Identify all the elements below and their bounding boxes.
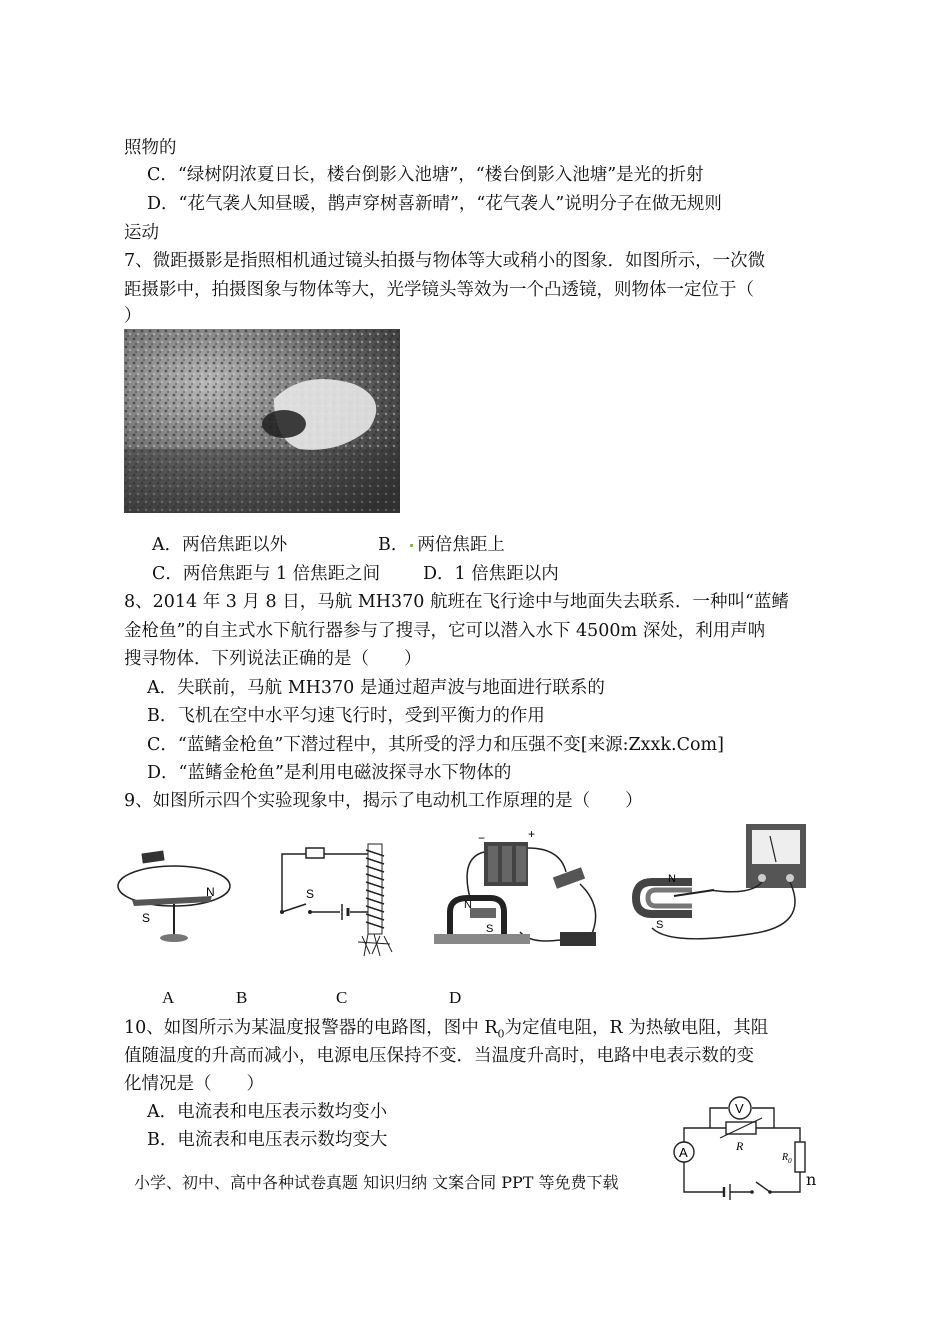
voltmeter-label: V <box>735 1101 744 1116</box>
option-7d: D．1 倍焦距以内 <box>423 564 559 584</box>
question-9: 9、如图所示四个实验现象中，揭示了电动机工作原理的是（ ） <box>124 791 643 811</box>
question-7-line-1: 7、微距摄影是指照相机通过镜头拍摄与物体等大或稍小的图象．如图所示，一次微 <box>124 251 766 271</box>
figure-label-b: B <box>236 988 248 1007</box>
footer-text: 小学、初中、高中各种试卷真题 知识归纳 文案合同 PPT 等免费下载 <box>134 1173 619 1192</box>
resistor-r-label: R <box>736 1139 744 1153</box>
option-6d: D．“花气袭人知昼暖，鹊声穿树喜新晴”，“花气袭人”说明分子在做无规则 <box>147 194 722 214</box>
question-8-line-3: 搜寻物体．下列说法正确的是（ ） <box>124 649 422 669</box>
label-n-c: N <box>464 899 472 911</box>
circuit-diagram <box>670 1088 810 1200</box>
ammeter-label: A <box>679 1145 688 1160</box>
label-minus: − <box>478 831 486 845</box>
figure-b-electromagnet <box>270 832 410 960</box>
option-10a: A．电流表和电压表示数均变小 <box>147 1102 388 1122</box>
figure-d-generator <box>630 816 814 956</box>
label-n-d: N <box>668 873 676 885</box>
footer-tail: n <box>806 1170 817 1189</box>
option-7c: C．两倍焦距与 1 倍焦距之间 <box>152 564 381 584</box>
option-6c: C．“绿树阴浓夏日长，楼台倒影入池塘”，“楼台倒影入池塘”是光的折射 <box>147 165 704 185</box>
question-10-line-3: 化情况是（ ） <box>124 1074 264 1094</box>
label-s-b: S <box>306 887 315 901</box>
figure-label-c: C <box>336 988 348 1007</box>
question-10-line-2: 值随温度的升高而减小，电源电压保持不变．当温度升高时，电路中电表示数的变 <box>124 1046 754 1066</box>
label-s-c: S <box>486 923 494 935</box>
resistor-r0-label: $R_0$ <box>782 1152 792 1165</box>
figure-label-d: D <box>449 988 462 1007</box>
option-8d: D．“蓝鳍金枪鱼”是利用电磁波探寻水下物体的 <box>147 763 512 783</box>
macro-photo <box>124 329 400 513</box>
option-7a: A．两倍焦距以外 <box>152 535 288 555</box>
green-dot <box>410 544 413 547</box>
option-10b: B．电流表和电压表示数均变大 <box>147 1130 388 1150</box>
figure-label-a: A <box>162 988 175 1007</box>
label-s-d: S <box>656 919 664 931</box>
figure-a-oersted <box>112 838 232 948</box>
option-8b: B．飞机在空中水平匀速飞行时，受到平衡力的作用 <box>147 706 545 726</box>
label-s: S <box>142 911 151 925</box>
option-8c: C．“蓝鳍金枪鱼”下潜过程中，其所受的浮力和压强不变[来源:Zxxk.Com] <box>147 735 724 755</box>
question-10-line-1: 10、如图所示为某温度报警器的电路图，图中 $R_0$为定值电阻，R 为热敏电阻，其阻 <box>124 1018 769 1041</box>
text-line-4: 运动 <box>124 223 159 243</box>
option-7b: B． 两倍焦距上 <box>378 535 505 555</box>
question-8-line-2: 金枪鱼”的自主式水下航行器参与了搜寻，它可以潜入水下 4500m 深处，利用声呐 <box>124 621 766 641</box>
label-n: N <box>206 885 215 899</box>
text-line-1: 照物的 <box>124 138 177 158</box>
label-plus: + <box>528 828 536 841</box>
question-7-line-2: 距摄影中，拍摄图象与物体等大，光学镜头等效为一个凸透镜，则物体一定位于（ <box>124 280 754 300</box>
question-7-line-3: ） <box>124 306 142 326</box>
figure-c-motor <box>430 828 610 956</box>
question-8-line-1: 8、2014 年 3 月 8 日，马航 MH370 航班在飞行途中与地面失去联系．一种叫“蓝鳍 <box>124 592 789 612</box>
option-8a: A．失联前，马航 MH370 是通过超声波与地面进行联系的 <box>147 678 605 698</box>
